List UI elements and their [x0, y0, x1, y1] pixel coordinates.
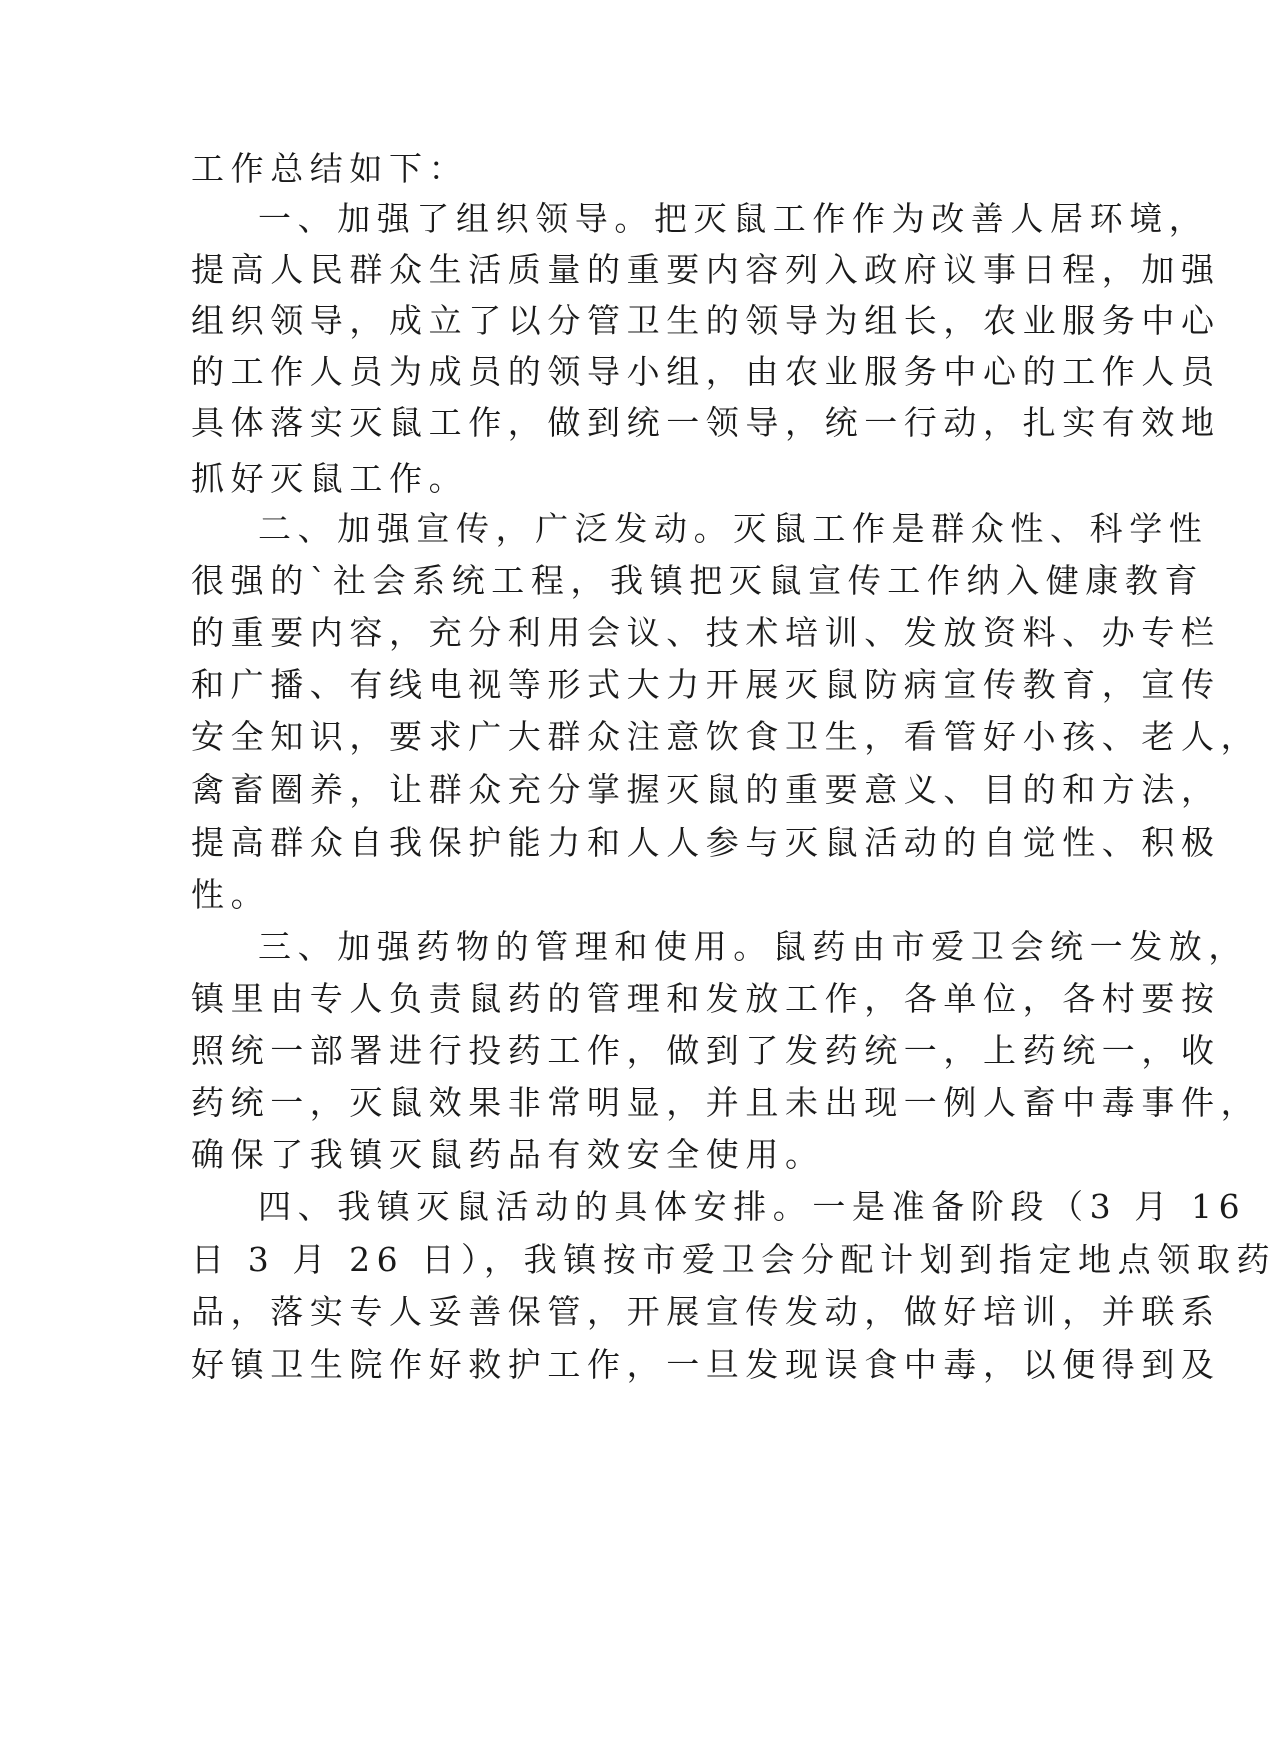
- text-line: 很强的`社会系统工程，我镇把灭鼠宣传工作纳入健康教育: [191, 561, 1205, 600]
- text-line: 日 3 月 26 日），我镇按市爱卫会分配计划到指定地点领取药: [191, 1240, 1276, 1279]
- text-line: 提高群众自我保护能力和人人参与灭鼠活动的自觉性、积极: [191, 823, 1221, 862]
- text-line: 好镇卫生院作好救护工作，一旦发现误食中毒，以便得到及: [191, 1345, 1221, 1384]
- text-line: 药统一，灭鼠效果非常明显，并且未出现一例人畜中毒事件，: [191, 1083, 1261, 1122]
- text-line: 确保了我镇灭鼠药品有效安全使用。: [191, 1135, 825, 1174]
- text-line: 提高人民群众生活质量的重要内容列入政府议事日程，加强: [191, 250, 1221, 289]
- text-line: 品，落实专人妥善保管，开展宣传发动，做好培训，并联系: [191, 1292, 1221, 1331]
- text-line: 照统一部署进行投药工作，做到了发药统一，上药统一，收: [191, 1031, 1221, 1070]
- text-line: 的重要内容，充分利用会议、技术培训、发放资料、办专栏: [191, 613, 1221, 652]
- text-line: 组织领导，成立了以分管卫生的领导为组长，农业服务中心: [191, 301, 1221, 340]
- text-line: 的工作人员为成员的领导小组，由农业服务中心的工作人员: [191, 352, 1221, 391]
- text-line: 二、加强宣传，广泛发动。灭鼠工作是群众性、科学性: [258, 509, 1209, 548]
- text-line: 一、加强了组织领导。把灭鼠工作作为改善人居环境，: [258, 199, 1209, 238]
- text-line: 抓好灭鼠工作。: [191, 459, 469, 498]
- text-line: 四、我镇灭鼠活动的具体安排。一是准备阶段（3 月 16: [258, 1187, 1247, 1226]
- text-line: 镇里由专人负责鼠药的管理和发放工作，各单位，各村要按: [191, 979, 1221, 1018]
- text-line: 具体落实灭鼠工作，做到统一领导，统一行动，扎实有效地: [191, 403, 1221, 442]
- text-line: 三、加强药物的管理和使用。鼠药由市爱卫会统一发放，: [258, 927, 1248, 966]
- text-line: 和广播、有线电视等形式大力开展灭鼠防病宣传教育，宣传: [191, 665, 1221, 704]
- text-line: 性。: [191, 875, 271, 914]
- text-line: 安全知识，要求广大群众注意饮食卫生，看管好小孩、老人，: [191, 717, 1261, 756]
- text-line: 禽畜圈养，让群众充分掌握灭鼠的重要意义、目的和方法，: [191, 770, 1221, 809]
- text-line: 工作总结如下：: [191, 149, 469, 188]
